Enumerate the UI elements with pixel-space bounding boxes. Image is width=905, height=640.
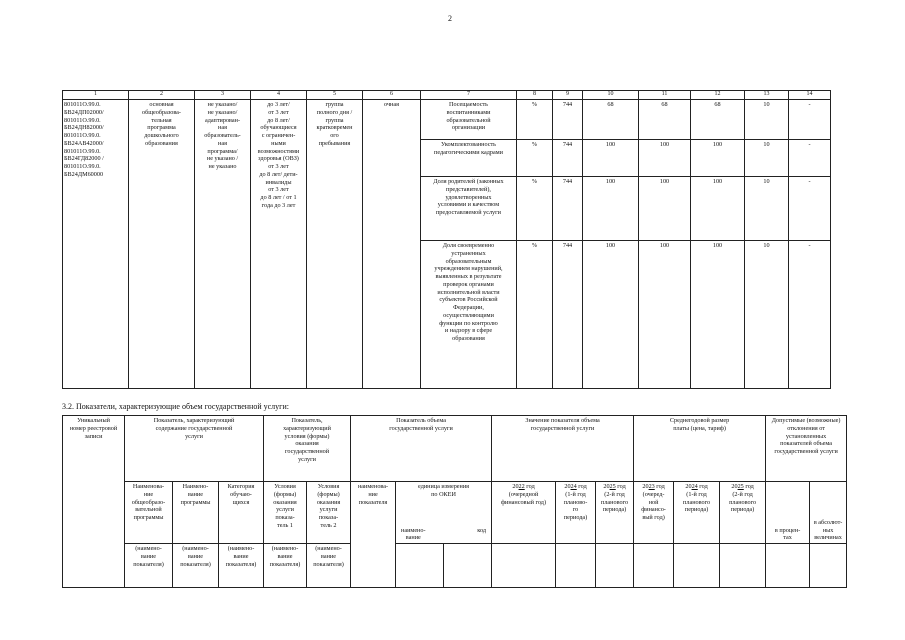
col-number: 13 xyxy=(745,91,789,100)
year-suffix: год xyxy=(526,483,535,490)
section-heading: 3.2. Показатели, характеризующие объем государственной услуги: xyxy=(62,402,289,411)
price-year-1-header xyxy=(634,482,674,544)
stay-mode-cell: группа полного дня / группа кратковремен ого пребывания xyxy=(307,100,363,389)
okei-cell: 744 xyxy=(553,177,583,241)
col-number: 14 xyxy=(789,91,831,100)
price-year-2-header xyxy=(674,482,720,544)
header-row xyxy=(63,416,847,482)
year-2-header xyxy=(556,482,596,544)
col-number: 1 xyxy=(63,91,129,100)
empty-cell xyxy=(810,544,847,588)
year-3-header xyxy=(596,482,634,544)
empty-cell xyxy=(596,544,634,588)
empty-cell xyxy=(396,544,444,588)
price-year-3-header xyxy=(720,482,766,544)
empty-cell xyxy=(634,544,674,588)
registry-header: Уникальный номер реестровой записи xyxy=(63,416,125,588)
placeholder-row xyxy=(63,544,847,588)
col-number: 9 xyxy=(553,91,583,100)
unit-subheaders xyxy=(397,527,490,543)
deviation-percent-cell: 10 xyxy=(745,140,789,177)
volume-unit-header xyxy=(396,482,492,544)
value-cell: 100 xyxy=(639,140,691,177)
registry-number-cell: 801011О.99.0. БВ24ДП02000/ 801011О.99.0. БВ24ДН82000/ 801011О.99.0. БВ24АВ42000/ 801011О.99.0. БВ24ГД82000 / 801011О.99.0. БВ24ДМ60000 xyxy=(63,100,129,389)
value-cell: 100 xyxy=(639,241,691,389)
col-number: 4 xyxy=(251,91,307,100)
deviation-header: Допустимые (возможные) отклонения от установленных показателей объема государственной услуги xyxy=(766,416,847,482)
empty-cell xyxy=(766,544,810,588)
value-header: Значение показателя объема государственной услуги xyxy=(492,416,634,482)
conditions-header: Показатель, характеризующий условия (формы) оказания государственной услуги xyxy=(264,416,351,482)
unit-code-subheader: код xyxy=(477,526,487,534)
deviation-percent-cell: 10 xyxy=(745,241,789,389)
value-cell: 100 xyxy=(639,177,691,241)
unit-cell: % xyxy=(517,241,553,389)
deviation-absolute-cell: - xyxy=(789,241,831,389)
year-prefix: 20 xyxy=(603,483,610,490)
unit-name-subheader: наимено- вание xyxy=(401,526,426,542)
subheader-program: Наименова- ние общеобразо- вательной программы xyxy=(125,482,173,544)
year-subtitle: (очередной финансовый год) xyxy=(501,490,547,506)
program-cell: основная общеобразова- тельная программа дошкольного образования xyxy=(129,100,195,389)
value-cell: 100 xyxy=(583,140,639,177)
year-1-header xyxy=(492,482,556,544)
deviation-percent-cell: 10 xyxy=(745,100,789,140)
deviation-absolute-cell: - xyxy=(789,100,831,140)
col-number: 12 xyxy=(691,91,745,100)
unit-cell: % xyxy=(517,177,553,241)
empty-cell xyxy=(674,544,720,588)
content-header: Показатель, характеризующий содержание государственной услуги xyxy=(125,416,264,482)
col-number: 8 xyxy=(517,91,553,100)
subheader-category: Категория обучаю- щихся xyxy=(219,482,264,544)
empty-cell xyxy=(556,544,596,588)
deviation-percent-cell: 10 xyxy=(745,177,789,241)
subheader-condition-1: Условия (формы) оказания услуги показа- тель 1 xyxy=(264,482,307,544)
col-number: 10 xyxy=(583,91,639,100)
placeholder-cell: (наимено- вание показателя) xyxy=(219,544,264,588)
deviation-absolute-cell: - xyxy=(789,140,831,177)
header-row xyxy=(63,482,847,544)
year-subtitle: (2-й год планового периода) xyxy=(729,490,757,514)
year-number: 25 xyxy=(609,483,616,490)
empty-cell xyxy=(720,544,766,588)
percent-label: в процен- тах xyxy=(774,526,801,542)
price-header: Среднегодовой размер платы (цена, тариф) xyxy=(634,416,766,482)
value-cell: 100 xyxy=(583,177,639,241)
subheader-program-name: Наимено- вание программы xyxy=(173,482,219,544)
unit-cell: % xyxy=(517,100,553,140)
year-subtitle: (1-й год планового периода) xyxy=(683,490,711,514)
year-suffix: год xyxy=(745,483,754,490)
year-number: 24 xyxy=(691,483,698,490)
volume-header: Показатель объема государственной услуги xyxy=(351,416,492,482)
empty-cell xyxy=(492,544,556,588)
col-number: 3 xyxy=(195,91,251,100)
unit-cell: % xyxy=(517,140,553,177)
indicator-name: Укомплектованность педагогическими кадрами xyxy=(421,140,517,177)
value-cell: 100 xyxy=(691,241,745,389)
year-prefix: 20 xyxy=(512,483,519,490)
year-prefix: 20 xyxy=(564,483,571,490)
placeholder-cell: (наимено- вание показателя) xyxy=(125,544,173,588)
value-cell: 100 xyxy=(583,241,639,389)
quality-indicators-table xyxy=(62,90,831,389)
year-suffix: год xyxy=(699,483,708,490)
deviation-absolute-cell: - xyxy=(789,177,831,241)
percent-subheader xyxy=(766,482,810,544)
absolute-label: в абсолют- ных величинах xyxy=(813,518,843,542)
year-subtitle: (2-й год планового периода) xyxy=(601,490,629,514)
value-cell: 68 xyxy=(583,100,639,140)
placeholder-cell: (наимено- вание показателя) xyxy=(307,544,351,588)
volume-unit-label: единица измерения по ОКЕИ xyxy=(418,483,470,498)
year-prefix: 20 xyxy=(642,483,649,490)
page-number: 2 xyxy=(448,14,452,23)
indicator-name: Доля родителей (законных представителей), удовлетворенных условиями и качеством предоставляемой услуги xyxy=(421,177,517,241)
col-number: 7 xyxy=(421,91,517,100)
student-category-cell: до 3 лет/ от 3 лет до 8 лет/ обучающиеся с ограничен- ными возможностями здоровья (ОВЗ) от 3 лет до 8 лет/ дети- инвалиды от 3 лет до 8 лет / от 1 года до 3 лет xyxy=(251,100,307,389)
year-suffix: год xyxy=(656,483,665,490)
okei-cell: 744 xyxy=(553,241,583,389)
placeholder-cell: (наимено- вание показателя) xyxy=(264,544,307,588)
indicator-name: Доля своевременно устраненных образовательным учреждением нарушений, выявленных в результате проверок органами исполнительной власти субъектов Российской Федерации, осуществляющими функции по контролю и надзору в сфере образования xyxy=(421,241,517,389)
subheader-condition-2: Условия (формы) оказания услуги показа- тель 2 xyxy=(307,482,351,544)
col-number: 6 xyxy=(363,91,421,100)
value-cell: 68 xyxy=(639,100,691,140)
year-subtitle: (очеред- ной финансо- вый год) xyxy=(641,490,666,521)
volume-name-header: наименова- ние показателя xyxy=(351,482,396,588)
year-number: 25 xyxy=(737,483,744,490)
table-row xyxy=(63,100,831,140)
year-subtitle: (1-й год планово- го периода) xyxy=(563,490,588,521)
value-cell: 100 xyxy=(691,140,745,177)
okei-cell: 744 xyxy=(553,140,583,177)
year-suffix: год xyxy=(617,483,626,490)
program-type-cell: не указано/ не указано/ адаптирован- ная образователь- ная программа/ не указано / не указано xyxy=(195,100,251,389)
value-cell: 100 xyxy=(691,177,745,241)
column-number-row xyxy=(63,91,831,100)
volume-indicators-table xyxy=(62,415,847,588)
okei-cell: 744 xyxy=(553,100,583,140)
year-prefix: 20 xyxy=(685,483,692,490)
year-number: 24 xyxy=(570,483,577,490)
placeholder-cell: (наимено- вание показателя) xyxy=(173,544,219,588)
col-number: 11 xyxy=(639,91,691,100)
year-prefix: 20 xyxy=(731,483,738,490)
form-cell: очная xyxy=(363,100,421,389)
indicator-name: Посещаемость воспитанниками образовательной организации xyxy=(421,100,517,140)
absolute-subheader xyxy=(810,482,847,544)
col-number: 2 xyxy=(129,91,195,100)
year-number: 22 xyxy=(518,483,525,490)
col-number: 5 xyxy=(307,91,363,100)
year-number: 23 xyxy=(648,483,655,490)
year-suffix: год xyxy=(578,483,587,490)
value-cell: 68 xyxy=(691,100,745,140)
empty-cell xyxy=(444,544,492,588)
